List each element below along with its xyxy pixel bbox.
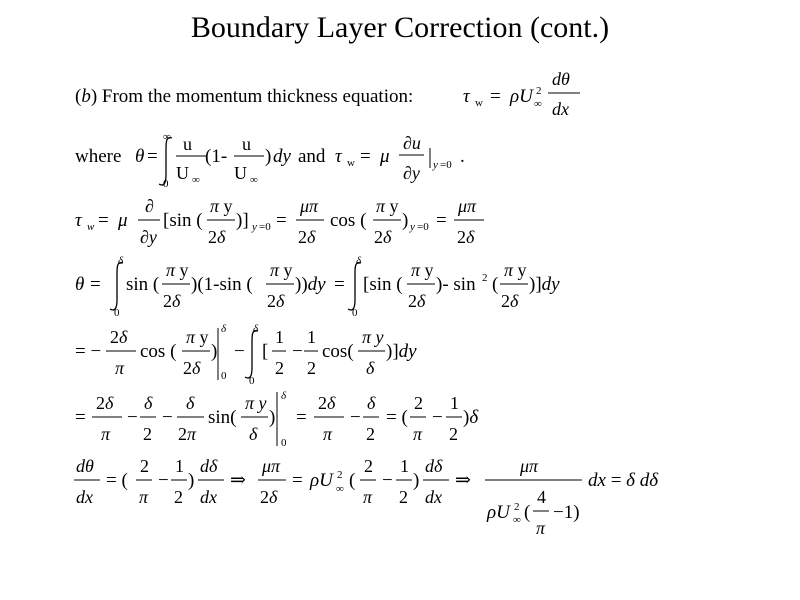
svg-text:dδ: dδ bbox=[425, 456, 443, 476]
svg-text:μ: μ bbox=[380, 146, 390, 167]
svg-text:2δ: 2δ bbox=[298, 227, 316, 247]
svg-text:2π: 2π bbox=[178, 424, 197, 444]
svg-text:2δ: 2δ bbox=[163, 291, 181, 311]
svg-text:2δ: 2δ bbox=[408, 291, 426, 311]
svg-text:w: w bbox=[347, 157, 355, 169]
svg-text:1: 1 bbox=[175, 456, 184, 476]
svg-text:2δ: 2δ bbox=[318, 393, 336, 413]
equation-final bbox=[74, 456, 659, 538]
svg-text:∞: ∞ bbox=[513, 514, 521, 526]
svg-text:)- sin: )- sin bbox=[436, 274, 476, 295]
svg-text:sin (: sin ( bbox=[126, 274, 160, 295]
svg-text:−: − bbox=[432, 407, 443, 428]
svg-text:δ: δ bbox=[366, 358, 375, 378]
svg-text:μπ: μπ bbox=[458, 196, 477, 216]
svg-text:2: 2 bbox=[275, 358, 284, 378]
svg-text:2δ: 2δ bbox=[457, 227, 475, 247]
svg-text:π y: π y bbox=[362, 327, 384, 347]
svg-text:τ: τ bbox=[335, 146, 342, 167]
svg-text:μπ: μπ bbox=[300, 196, 319, 216]
svg-text:1: 1 bbox=[275, 327, 284, 347]
svg-text:δ: δ bbox=[221, 323, 227, 335]
svg-text:=: = bbox=[436, 210, 447, 231]
svg-text:= −: = − bbox=[75, 341, 102, 362]
svg-text:π y: π y bbox=[186, 327, 209, 347]
svg-text:−: − bbox=[127, 407, 138, 428]
svg-text:2δ: 2δ bbox=[110, 327, 128, 347]
svg-text:2δ: 2δ bbox=[267, 291, 285, 311]
svg-text:and: and bbox=[298, 146, 326, 167]
svg-text:=: = bbox=[90, 274, 101, 295]
svg-text:π: π bbox=[139, 487, 149, 507]
svg-text:): ) bbox=[269, 407, 276, 428]
svg-text:π: π bbox=[323, 424, 333, 444]
svg-text:)]dy: )]dy bbox=[386, 341, 417, 362]
slide-title: Boundary Layer Correction (cont.) bbox=[190, 11, 610, 44]
svg-text:−1): −1) bbox=[553, 502, 580, 523]
svg-text:[: [ bbox=[262, 341, 269, 362]
svg-text:ρU: ρU bbox=[487, 502, 510, 523]
svg-text:π: π bbox=[101, 424, 111, 444]
svg-text:−: − bbox=[292, 341, 303, 362]
svg-text:2: 2 bbox=[399, 487, 408, 507]
svg-text:1: 1 bbox=[450, 393, 459, 413]
svg-text:=0: =0 bbox=[259, 221, 271, 233]
svg-text:2: 2 bbox=[482, 272, 488, 284]
svg-text:w: w bbox=[87, 221, 95, 233]
svg-text:dθ: dθ bbox=[76, 456, 94, 476]
svg-text:π y: π y bbox=[411, 260, 434, 280]
svg-text:dx = δ dδ: dx = δ dδ bbox=[588, 470, 659, 491]
svg-text:π y: π y bbox=[376, 196, 399, 216]
svg-text:cos (: cos ( bbox=[140, 341, 177, 362]
svg-text:∞: ∞ bbox=[163, 131, 171, 143]
svg-text:(1-: (1- bbox=[205, 146, 228, 167]
svg-text:⇒: ⇒ bbox=[455, 470, 471, 491]
svg-text:∂y: ∂y bbox=[140, 227, 157, 247]
svg-text:2: 2 bbox=[366, 424, 375, 444]
svg-text:=0: =0 bbox=[440, 159, 452, 171]
svg-text:dx: dx bbox=[76, 487, 93, 507]
equation-step1 bbox=[75, 323, 417, 387]
svg-text:dδ: dδ bbox=[200, 456, 218, 476]
svg-text:2: 2 bbox=[536, 85, 542, 97]
svg-text:2: 2 bbox=[337, 469, 343, 481]
svg-text:))dy: ))dy bbox=[295, 274, 326, 295]
svg-text:=: = bbox=[147, 146, 158, 167]
svg-text:−: − bbox=[158, 470, 169, 491]
svg-text:π: π bbox=[413, 424, 423, 444]
svg-text:μ: μ bbox=[118, 210, 128, 231]
svg-text:(b) From the momentum thickne: (b) From the momentum thickness equation: bbox=[75, 86, 414, 107]
svg-text:4: 4 bbox=[537, 487, 546, 507]
svg-text:δ: δ bbox=[356, 255, 362, 267]
svg-text:where: where bbox=[75, 146, 122, 167]
svg-text:π y: π y bbox=[210, 196, 233, 216]
svg-text:ρU: ρU bbox=[510, 86, 533, 107]
svg-text:2: 2 bbox=[174, 487, 183, 507]
svg-text:= (: = ( bbox=[386, 407, 408, 428]
svg-text:π y: π y bbox=[245, 393, 267, 413]
svg-text:): ) bbox=[402, 210, 409, 231]
svg-text:cos(: cos( bbox=[322, 341, 354, 362]
svg-text:=: = bbox=[292, 470, 303, 491]
svg-text:=: = bbox=[360, 146, 371, 167]
svg-text:π: π bbox=[115, 358, 125, 378]
svg-text:2δ: 2δ bbox=[96, 393, 114, 413]
svg-text:u: u bbox=[183, 134, 192, 154]
svg-text:2: 2 bbox=[307, 358, 316, 378]
svg-text:U: U bbox=[176, 163, 189, 183]
svg-text:=: = bbox=[334, 274, 345, 295]
svg-text:δ: δ bbox=[144, 393, 153, 413]
svg-text:[sin (: [sin ( bbox=[163, 210, 203, 231]
svg-text:∞: ∞ bbox=[336, 483, 344, 495]
svg-text:(: ( bbox=[492, 274, 499, 295]
svg-text:[sin (: [sin ( bbox=[363, 274, 403, 295]
svg-text:2δ: 2δ bbox=[208, 227, 226, 247]
svg-text:w: w bbox=[475, 97, 483, 109]
svg-text:cos (: cos ( bbox=[330, 210, 367, 231]
svg-text:2δ: 2δ bbox=[260, 487, 278, 507]
svg-text:−: − bbox=[234, 341, 245, 362]
svg-text:δ: δ bbox=[249, 424, 258, 444]
svg-text:2: 2 bbox=[414, 393, 423, 413]
equation-tau-w bbox=[75, 196, 484, 247]
svg-text:δ: δ bbox=[367, 393, 376, 413]
svg-text:0: 0 bbox=[114, 307, 120, 319]
svg-text:δ: δ bbox=[118, 255, 124, 267]
equation-theta bbox=[75, 255, 560, 319]
svg-text:=: = bbox=[75, 407, 86, 428]
svg-text:): ) bbox=[188, 470, 195, 491]
svg-text:2δ: 2δ bbox=[501, 291, 519, 311]
svg-text:∂y: ∂y bbox=[403, 163, 420, 183]
svg-text:): ) bbox=[413, 470, 420, 491]
svg-text:y: y bbox=[433, 159, 438, 171]
svg-text:y: y bbox=[410, 221, 415, 233]
svg-text:π y: π y bbox=[504, 260, 527, 280]
svg-text:dx: dx bbox=[425, 487, 442, 507]
svg-text:−: − bbox=[350, 407, 361, 428]
svg-text:ρU: ρU bbox=[310, 470, 333, 491]
svg-text:∂: ∂ bbox=[145, 196, 154, 216]
equation-intro bbox=[75, 69, 580, 119]
svg-text:1: 1 bbox=[307, 327, 316, 347]
svg-text:τ: τ bbox=[463, 86, 470, 107]
svg-text:τ: τ bbox=[75, 210, 82, 231]
svg-text:U: U bbox=[234, 163, 247, 183]
svg-text:⇒: ⇒ bbox=[230, 470, 246, 491]
svg-text:=: = bbox=[296, 407, 307, 428]
svg-text:μπ: μπ bbox=[520, 456, 539, 476]
svg-text:)]: )] bbox=[236, 210, 249, 231]
svg-text:=0: =0 bbox=[417, 221, 429, 233]
svg-text:=: = bbox=[490, 86, 501, 107]
svg-text:.: . bbox=[460, 146, 465, 167]
svg-text:δ: δ bbox=[253, 323, 259, 335]
svg-text:): ) bbox=[211, 341, 218, 362]
svg-text:∞: ∞ bbox=[534, 98, 542, 110]
svg-text:π: π bbox=[363, 487, 373, 507]
svg-text:π y: π y bbox=[270, 260, 293, 280]
svg-text:2: 2 bbox=[143, 424, 152, 444]
svg-text:−: − bbox=[382, 470, 393, 491]
svg-text:θ: θ bbox=[135, 146, 145, 167]
svg-text:0: 0 bbox=[221, 370, 227, 382]
svg-text:0: 0 bbox=[163, 178, 169, 190]
svg-text:2δ: 2δ bbox=[374, 227, 392, 247]
equation-step2 bbox=[75, 390, 479, 449]
svg-text:0: 0 bbox=[352, 307, 358, 319]
svg-text:=: = bbox=[98, 210, 109, 231]
svg-text:= (: = ( bbox=[106, 470, 128, 491]
svg-text:∞: ∞ bbox=[192, 174, 200, 186]
svg-text:1: 1 bbox=[400, 456, 409, 476]
svg-text:2: 2 bbox=[364, 456, 373, 476]
svg-text:0: 0 bbox=[249, 375, 255, 387]
svg-text:π y: π y bbox=[166, 260, 189, 280]
svg-text:∞: ∞ bbox=[250, 174, 258, 186]
svg-text:y: y bbox=[252, 221, 257, 233]
svg-text:dx: dx bbox=[552, 99, 569, 119]
svg-text:2: 2 bbox=[140, 456, 149, 476]
svg-text:μπ: μπ bbox=[262, 456, 281, 476]
svg-text:2δ: 2δ bbox=[183, 358, 201, 378]
svg-text:=: = bbox=[276, 210, 287, 231]
svg-text:2: 2 bbox=[449, 424, 458, 444]
svg-text:dy: dy bbox=[273, 146, 291, 167]
svg-text:∂u: ∂u bbox=[403, 133, 421, 153]
svg-text:(: ( bbox=[349, 470, 356, 491]
equation-where bbox=[75, 131, 465, 190]
svg-text:): ) bbox=[265, 146, 272, 167]
svg-text:sin(: sin( bbox=[208, 407, 237, 428]
svg-text:π: π bbox=[536, 518, 546, 538]
svg-text:dx: dx bbox=[200, 487, 217, 507]
svg-text:u: u bbox=[242, 134, 251, 154]
svg-text:)(1-sin (: )(1-sin ( bbox=[191, 274, 253, 295]
svg-text:)]dy: )]dy bbox=[529, 274, 560, 295]
svg-text:δ: δ bbox=[186, 393, 195, 413]
svg-text:2: 2 bbox=[514, 501, 520, 513]
svg-text:(: ( bbox=[524, 502, 531, 523]
svg-text:δ: δ bbox=[281, 390, 287, 402]
svg-text:0: 0 bbox=[281, 437, 287, 449]
svg-text:−: − bbox=[162, 407, 173, 428]
svg-text:)δ: )δ bbox=[463, 407, 479, 428]
svg-text:dθ: dθ bbox=[552, 69, 570, 89]
svg-text:θ: θ bbox=[75, 274, 85, 295]
